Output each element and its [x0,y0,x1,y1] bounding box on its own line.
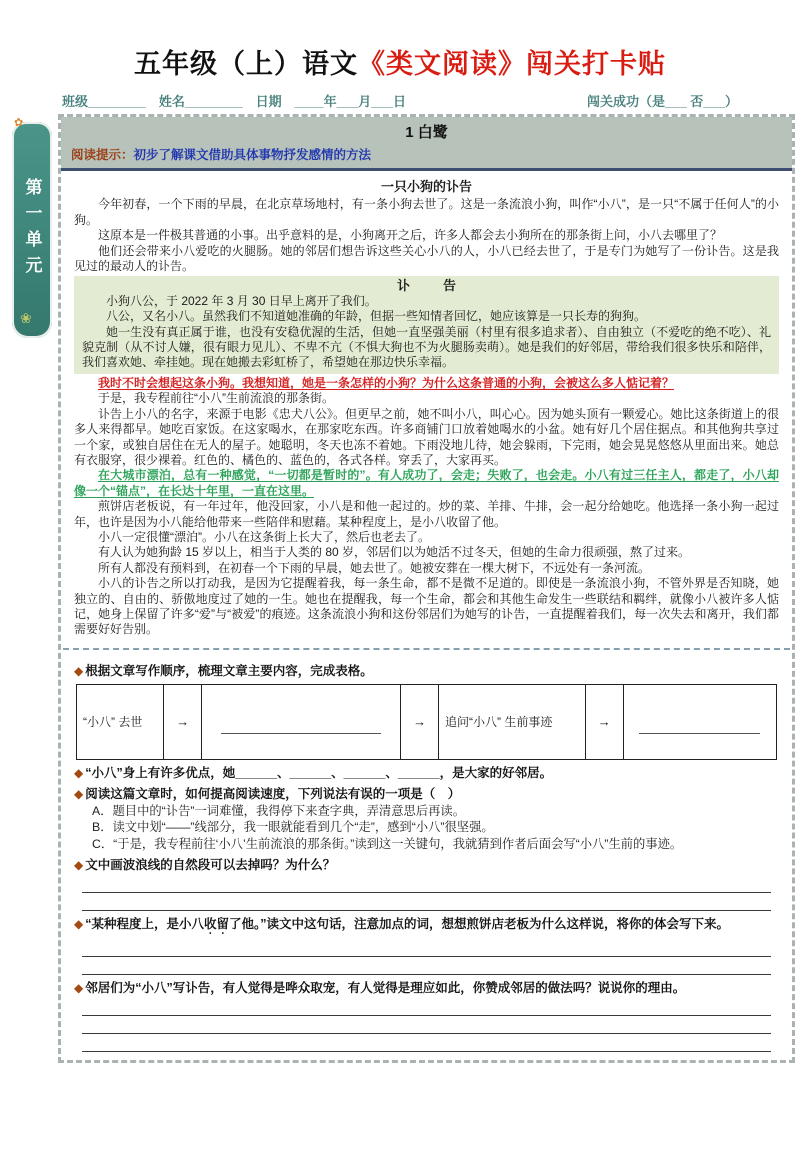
info-class-name-date: 班级________ 姓名________ 日期 ____年___月___日 [62,94,406,109]
flow-cell-blank [202,685,401,759]
question-5 [74,916,779,975]
question-4 [74,857,779,911]
option-b: B．读文中划“——”线部分，我一眼就能看到几个“走”，感到“小八”很坚强。 [92,820,494,835]
question-5-answer-area [74,939,779,975]
reading-article [61,171,792,644]
question-5-text-pre: “某种程度上，是小八 [85,917,204,932]
question-6 [74,980,779,1052]
article-paragraph: 有人认为她狗龄 15 岁以上，相当于人类的 80 岁，邻居们以为她活不过冬天，但她的生命力很顽强，熬了过来。 [98,545,691,560]
diamond-bullet-icon: ◆ [74,981,84,996]
blank-answer-line [221,724,381,734]
flower-icon: ✿ [14,117,24,129]
obituary-paragraph: 小狗八公，于 2022 年 3 月 30 日早上离开了我们。 [106,293,377,308]
diamond-bullet-icon: ◆ [74,917,84,932]
arrow-right-icon: → [401,685,439,759]
unit-tag-label: 第一单元 [22,178,42,282]
article-paragraph: 这原本是一件极其普通的小事。出乎意料的是，小狗离开之后，许多人都会去小狗所在的那条街上问，小八去哪里了？ [98,228,723,243]
reading-hint-text: 初步了解课文借助具体事物抒发感情的方法 [133,148,372,162]
green-underlined-sentence: 在大城市漂泊，总有一种感觉，“一切都是暂时的”。有人成功了，会走；失败了，也会走。小八有过三任主人，都走了，小八却像一个“锚点”，在长达十年里，一直在这里。 [74,468,779,498]
article-title: 一只小狗的讣告 [380,179,472,194]
obituary-box [74,276,779,373]
blank-answer-line [639,724,760,734]
flower-icon: ❀ [20,310,32,326]
answer-line [82,893,771,911]
page-title-series: 《类文阅读》闯关打卡贴 [358,49,666,79]
question-2-text: “小八”身上有许多优点，她______、______、______、______，是大家的好邻居。 [85,765,553,780]
lesson-title: 1 白鹭 [405,124,448,141]
question-4-text: 文中画波浪线的自然段可以去掉吗？为什么？ [85,858,336,873]
article-paragraph: 小八一定很懂“漂泊”。小八在这条街上长大了，然后也老去了。 [98,529,430,544]
unit-tag-banner [12,122,52,338]
article-paragraph: 于是，我专程前往“小八”生前流浪的那条街。 [98,391,334,406]
article-paragraph: 小八的讣告之所以打动我，是因为它提醒着我，每一条生命，都不是微不足道的。即使是一条流浪小狗，不管外界是否知晓，她独立的、自由的、骄傲地度过了她的一生。她也在提醒我，每一个生命，都会和其他生命发生一些联结和羁绊，就像小八被许多人惦记，她身上保留了许多“爱”与“被爱”的痕迹。这条流浪小狗和这份邻居们为她写的讣告，一直提醒着我们，每一次失去和离开，我们都需要好好告别。 [74,576,779,637]
flow-cell-deeds: 追问“小八” 生前事迹 [439,685,586,759]
diamond-bullet-icon: ◆ [74,786,84,801]
diamond-bullet-icon: ◆ [74,858,84,873]
answer-line [82,998,771,1016]
question-2 [74,765,779,781]
diamond-bullet-icon: ◆ [74,663,84,678]
article-paragraph: 讣告上小八的名字，来源于电影《忠犬八公》。但更早之前，她不叫小八，叫心心。因为她头顶有一颗爱心。她比这条街道上的很多人来得都早。她吃百家饭。在这家喝水，在那家吃东西。许多商铺门口放着她喝水的小盆。她有好几个居住据点。和其他狗共享过一个家，或独自居住在无人的屋子。她聪明，冬天也冻不着她。下雨没地儿待，她会躲雨，下完雨，她会晃晃悠悠从里面出来。她总有衣服穿，很少裸着。红色的、橘色的、蓝色的，各式各样。穿丢了，大家再买。 [74,406,779,467]
answer-line [82,939,771,957]
question-3-options [92,804,779,853]
article-paragraph: 煎饼店老板说，有一年过年，他没回家，小八是和他一起过的。炒的菜、羊排、牛排，会一起分给她吃。他选择一条小狗一起过年，也许是因为小八能给他带来一些陪伴和慰藉。某种程度上，是小八收留了他。 [74,499,779,529]
question-5-emphasized-word: 收留 [204,917,230,932]
question-6-text: 邻居们为“小八”写讣告，有人觉得是哗众取宠，有人觉得是理应如此，你赞成邻居的做法吗？说说你的理由。 [85,981,686,996]
page-title [0,42,800,81]
article-paragraph: 所有人都没有预料到，在初春一个下雨的早晨，她去世了。她被安葬在一棵大树下，不远处有一条河流。 [98,560,651,575]
arrow-right-icon: → [586,685,624,759]
worksheet-body [14,114,795,1063]
lesson-content-box [58,114,795,1063]
option-c: C．“于是，我专程前往‘小八’生前流浪的那条街。”读到这一关键句，我就猜到作者后面会写“小八”生前的事迹。 [92,836,683,851]
flow-cell-blank [624,685,776,759]
flow-cell-death: “小八” 去世 [77,685,164,759]
question-5-text-post: 了他。”读文中这句话，注意加点的词，想想煎饼店老板为什么这样说，将你的体会写下来。 [229,917,730,932]
lesson-header [61,117,792,171]
obituary-paragraph: 八公，又名小八。虽然我们不知道她准确的年龄，但据一些知情者回忆，她应该算是一只长寿的狗狗。 [106,309,647,324]
obituary-title: 讣 告 [396,278,466,294]
obituary-paragraph: 她一生没有真正属于谁，也没有安稳优渥的生活，但她一直坚强美丽（村里有很多追求者）、自由独立（不爱吃的绝不吃）、礼貌克制（从不讨人嫌，很有眼力见儿）、不卑不亢（不惧大狗也不为火腿肠卖萌）。她是我们的好邻居，带给我们很多快乐和陪伴，我们喜欢她、牵挂她。现在她搬去彩虹桥了，希望她在那边快乐幸福。 [82,324,771,370]
content-flow-table [76,684,777,760]
question-3 [74,786,779,853]
reading-hint-label: 阅读提示： [71,148,134,162]
question-3-text: 阅读这篇文章时，如何提高阅读速度，下列说法有误的一项是（ ） [85,786,461,801]
question-4-answer-area [74,875,779,911]
question-6-answer-area [74,998,779,1052]
questions-section [61,654,792,1061]
page-title-grade: 五年级（上）语文 [134,49,358,79]
reading-hint-row [71,145,782,163]
arrow-right-icon: → [164,685,202,759]
diamond-bullet-icon: ◆ [74,765,84,780]
article-paragraph: 今年初春，一个下雨的早晨，在北京草场地村，有一条小狗去世了。这是一条流浪小狗，叫作“小八”，是一只“不属于任何人”的小狗。 [74,197,779,227]
student-info-row [62,91,738,110]
article-paragraph: 他们还会带来小八爱吃的火腿肠。她的邻居们想告诉这些关心小八的人，小八已经去世了，于是专门为她写了一份讣告。这是我见过的最动人的讣告。 [74,243,779,274]
red-underlined-sentence: 我时不时会想起这条小狗。我想知道，她是一条怎样的小狗？为什么这条普通的小狗，会被这么多人惦记着？ [98,375,675,390]
question-1-text: 根据文章写作顺序，梳理文章主要内容，完成表格。 [85,663,373,678]
question-1 [74,663,779,760]
section-divider [63,648,790,650]
answer-line [82,957,771,975]
option-a: A．题目中的“讣告”一词难懂，我得停下来查字典，弄清意思后再读。 [92,803,466,818]
info-pass-status: 闯关成功（是___ 否___） [587,94,738,109]
answer-line [82,1016,771,1034]
answer-line [82,875,771,893]
answer-line [82,1034,771,1052]
